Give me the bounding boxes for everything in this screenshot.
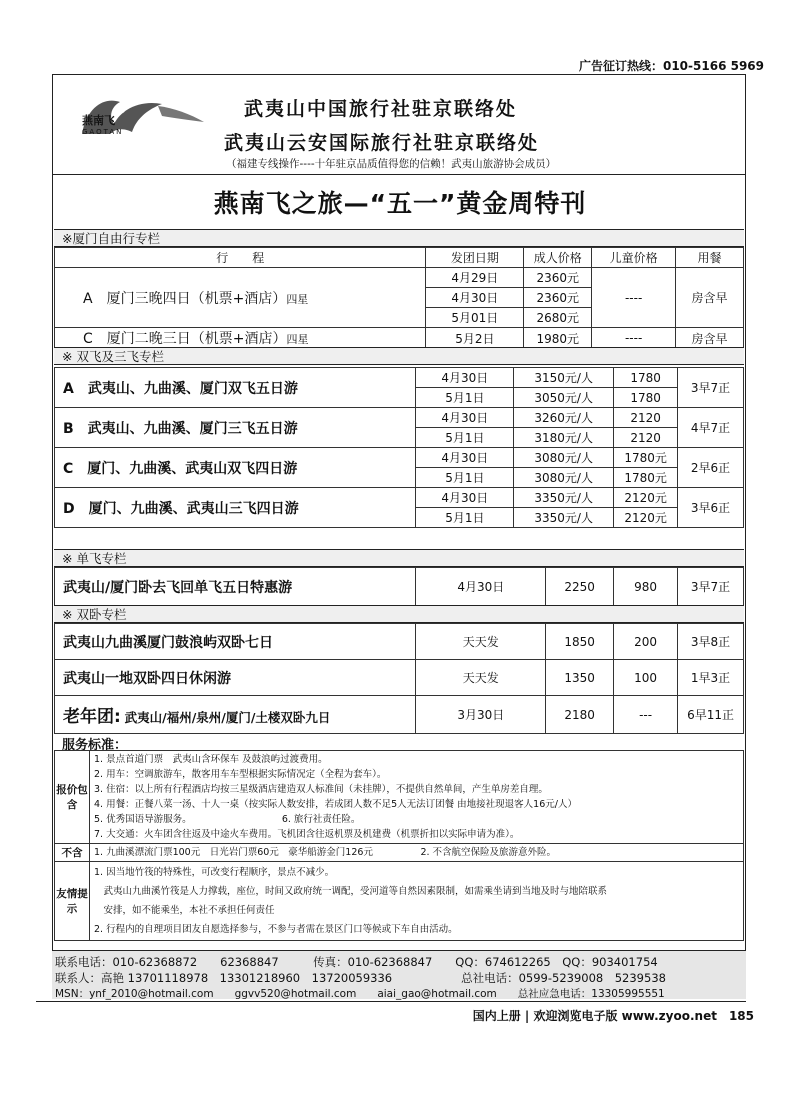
meal-cell: 3早8正 bbox=[678, 624, 744, 660]
date-cell: 5月1日 bbox=[416, 388, 514, 408]
price-cell: 3150元/人 bbox=[514, 368, 614, 388]
meal-cell: 房含早 bbox=[676, 268, 744, 328]
date-cell: 5月2日 bbox=[426, 328, 524, 349]
included-list bbox=[90, 751, 744, 844]
child-price-cell: --- bbox=[614, 696, 678, 734]
price-cell: 2360元 bbox=[524, 268, 592, 288]
child-price-cell: 100 bbox=[614, 660, 678, 696]
tour-name: C 厦门、九曲溪、武夷山双飞四日游 bbox=[55, 448, 416, 488]
date-cell: 4月29日 bbox=[426, 268, 524, 288]
price-cell: 2680元 bbox=[524, 308, 592, 328]
child-price-cell: ---- bbox=[592, 328, 676, 349]
price-cell: 3260元/人 bbox=[514, 408, 614, 428]
price-cell: 3080元/人 bbox=[514, 448, 614, 468]
tip-item: 武夷山九曲溪竹筏是人力撑载，座位，时间又政府统一调配，受河道等自然因素限制，如需乘坐请到当地及时与地陪联系 bbox=[94, 886, 608, 897]
price-cell: 3080元/人 bbox=[514, 468, 614, 488]
date-cell: 5月01日 bbox=[426, 308, 524, 328]
date-cell: 4月30日 bbox=[426, 288, 524, 308]
header-date: 发团日期 bbox=[426, 248, 524, 268]
section-xiamen-free: ※厦门自由行专栏 bbox=[54, 229, 744, 247]
price-cell: 2250 bbox=[546, 568, 614, 606]
tips-label: 友情提示 bbox=[55, 862, 90, 941]
header-divider bbox=[53, 174, 745, 175]
child-price-cell: 1780元 bbox=[614, 468, 678, 488]
ad-hotline: 广告征订热线：010-5166 5969 bbox=[578, 59, 764, 73]
included-item: 4. 用餐：正餐八菜一汤、十人一桌（按实际人数安排，若成团人数不足5人无法订团餐 由地接社现退客人16元/人） bbox=[94, 799, 577, 810]
price-cell: 1350 bbox=[546, 660, 614, 696]
child-price-cell: 980 bbox=[614, 568, 678, 606]
date-cell: 3月30日 bbox=[416, 696, 546, 734]
header-child: 儿童价格 bbox=[592, 248, 676, 268]
date-cell: 4月30日 bbox=[416, 368, 514, 388]
date-cell: 4月30日 bbox=[416, 408, 514, 428]
org-name-2: 武夷山云安国际旅行社驻京联络处 bbox=[224, 132, 540, 154]
price-cell: 3350元/人 bbox=[514, 488, 614, 508]
section-sleeper: ※ 双卧专栏 bbox=[54, 605, 744, 623]
meal-cell: 3早7正 bbox=[678, 368, 744, 408]
date-cell: 4月30日 bbox=[416, 568, 546, 606]
included-item: 2. 用车：空调旅游车，散客用车车型根据实际情况定（全程为套车）。 bbox=[94, 769, 387, 780]
meal-cell: 房含早 bbox=[676, 328, 744, 349]
footer-divider bbox=[36, 1001, 746, 1002]
meal-cell: 4早7正 bbox=[678, 408, 744, 448]
date-cell: 5月1日 bbox=[416, 508, 514, 528]
excluded-item: 1. 九曲溪漂流门票100元 日光岩门票60元 豪华船游金门126元 2. 不含航空保险及旅游意外险。 bbox=[94, 847, 557, 858]
child-price-cell: 2120元 bbox=[614, 508, 678, 528]
xiamen-table bbox=[54, 247, 744, 349]
contact-msn: MSN：ynf_2010@hotmail.com ggvv520@hotmail.com aiai_gao@hotmail.com 总社应急电话：13305995551 bbox=[55, 988, 665, 1000]
section-flight: ※ 双飞及三飞专栏 bbox=[54, 347, 744, 365]
child-price-cell: 2120 bbox=[614, 428, 678, 448]
date-cell: 5月1日 bbox=[416, 468, 514, 488]
tour-name: 武夷山九曲溪厦门鼓浪屿双卧七日 bbox=[55, 624, 416, 660]
included-item: 5. 优秀国语导游服务。 6. 旅行社责任险。 bbox=[94, 814, 361, 825]
price-cell: 2180 bbox=[546, 696, 614, 734]
date-cell: 5月1日 bbox=[416, 428, 514, 448]
tips-list bbox=[90, 862, 744, 941]
date-cell: 天天发 bbox=[416, 660, 546, 696]
included-item: 1. 景点首道门票 武夷山含环保车 及鼓浪屿过渡费用。 bbox=[94, 754, 328, 765]
meal-cell: 3早6正 bbox=[678, 488, 744, 528]
excluded-list bbox=[90, 844, 744, 862]
meal-cell: 3早7正 bbox=[678, 568, 744, 606]
single-flight-table bbox=[54, 567, 744, 606]
child-price-cell: 2120 bbox=[614, 408, 678, 428]
price-cell: 3180元/人 bbox=[514, 428, 614, 448]
child-price-cell: 200 bbox=[614, 624, 678, 660]
child-price-cell: ---- bbox=[592, 268, 676, 328]
date-cell: 天天发 bbox=[416, 624, 546, 660]
child-price-cell: 2120元 bbox=[614, 488, 678, 508]
tour-name: 武夷山一地双卧四日休闲游 bbox=[55, 660, 416, 696]
section-single-flight: ※ 单飞专栏 bbox=[54, 549, 744, 567]
child-price-cell: 1780 bbox=[614, 388, 678, 408]
meal-cell: 1早3正 bbox=[678, 660, 744, 696]
price-cell: 3050元/人 bbox=[514, 388, 614, 408]
contact-phone: 联系电话：010-62368872 62368847 传真：010-62368847 QQ：674612265 QQ：903401754 bbox=[55, 955, 658, 969]
slogan: （福建专线操作----十年驻京品质值得您的信赖！武夷山旅游协会成员） bbox=[226, 158, 557, 170]
service-table bbox=[54, 750, 744, 941]
included-label: 报价包含 bbox=[55, 751, 90, 844]
price-cell: 2360元 bbox=[524, 288, 592, 308]
price-cell: 1980元 bbox=[524, 328, 592, 349]
date-cell: 4月30日 bbox=[416, 488, 514, 508]
header-meal: 用餐 bbox=[676, 248, 744, 268]
route-name: A 厦门三晚四日（机票+酒店）四星 bbox=[55, 268, 426, 328]
route-name: C 厦门二晚三日（机票+酒店）四星 bbox=[55, 328, 426, 349]
tip-item: 安排，如不能乘坐，本社不承担任何责任 bbox=[94, 905, 275, 916]
header-adult: 成人价格 bbox=[524, 248, 592, 268]
meal-cell: 6早11正 bbox=[678, 696, 744, 734]
price-cell: 3350元/人 bbox=[514, 508, 614, 528]
tour-name: D 厦门、九曲溪、武夷山三飞四日游 bbox=[55, 488, 416, 528]
child-price-cell: 1780 bbox=[614, 368, 678, 388]
service-title: 服务标准： bbox=[62, 738, 128, 753]
tour-name: A 武夷山、九曲溪、厦门双飞五日游 bbox=[55, 368, 416, 408]
date-cell: 4月30日 bbox=[416, 448, 514, 468]
page-footer: 国内上册 | 欢迎浏览电子版 www.zyoo.net 185 bbox=[472, 1009, 754, 1023]
tip-item: 2. 行程内的自理项目团友自愿选择参与，不参与者需在景区门口等候或下车自由活动。 bbox=[94, 924, 458, 935]
child-price-cell: 1780元 bbox=[614, 448, 678, 468]
meal-cell: 2早6正 bbox=[678, 448, 744, 488]
sleeper-table bbox=[54, 623, 744, 734]
price-cell: 1850 bbox=[546, 624, 614, 660]
tip-item: 1. 因当地竹筏的特殊性，可改变行程顺序，景点不减少。 bbox=[94, 867, 335, 878]
org-name-1: 武夷山中国旅行社驻京联络处 bbox=[244, 98, 518, 120]
contact-person: 联系人：高艳 13701118978 13301218960 13720059336 总社电话：0599-5239008 5239538 bbox=[55, 971, 666, 985]
included-item: 3. 住宿：以上所有行程酒店均按三星级酒店建造双人标准间（未挂牌），不提供自然单间，产生单房差自理。 bbox=[94, 784, 548, 795]
tour-name: 老年团: 武夷山/福州/泉州/厦门/土楼双卧九日 bbox=[55, 696, 416, 734]
included-item: 7. 大交通：火车团含往返及中途火车费用。飞机团含往返机票及机建费（机票折扣以实际申请为准）。 bbox=[94, 829, 520, 840]
logo-subtext: GAOTAN bbox=[82, 128, 124, 136]
tour-name: 武夷山/厦门卧去飞回单飞五日特惠游 bbox=[55, 568, 416, 606]
logo-text: 燕南飞 bbox=[82, 114, 115, 127]
tour-name: B 武夷山、九曲溪、厦门三飞五日游 bbox=[55, 408, 416, 448]
flight-table bbox=[54, 367, 744, 528]
header-route: 行 程 bbox=[55, 248, 426, 268]
excluded-label: 不含 bbox=[55, 844, 90, 862]
page-title: 燕南飞之旅—“五一”黄金周特刊 bbox=[213, 189, 587, 218]
